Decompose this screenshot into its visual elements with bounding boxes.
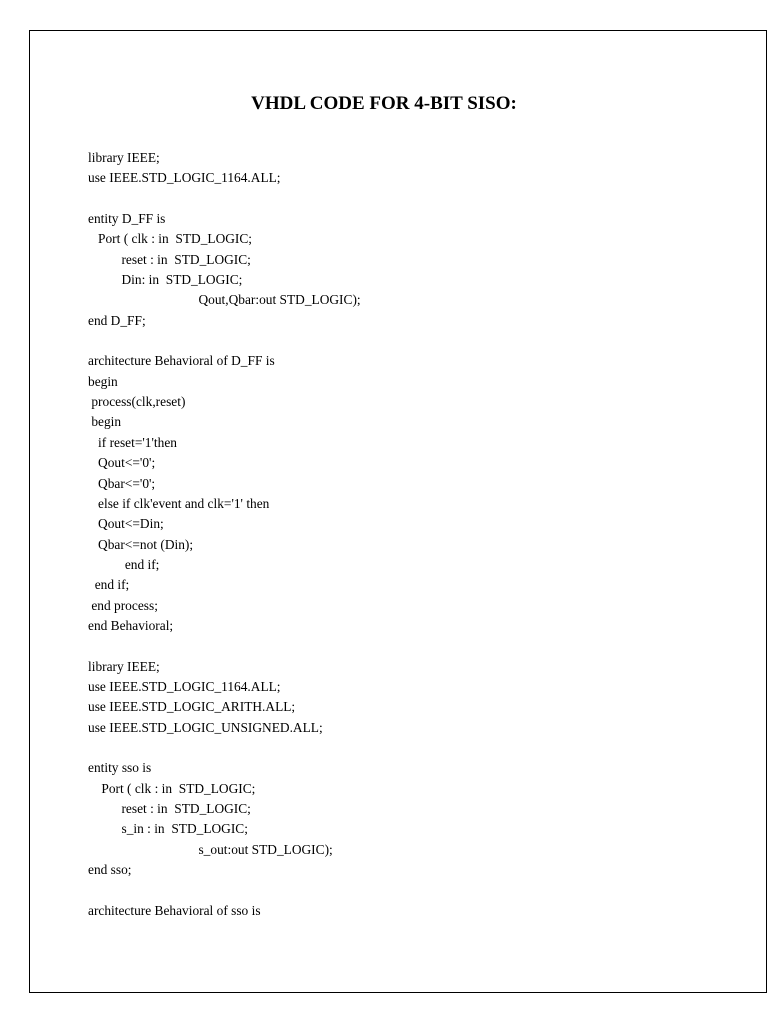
code-line (88, 880, 361, 900)
code-line: use IEEE.STD_LOGIC_1164.ALL; (88, 170, 281, 186)
code-line: if reset='1'then (88, 434, 177, 450)
code-line: use IEEE.STD_LOGIC_ARITH.ALL; (88, 699, 296, 715)
code-line: s_out:out STD_LOGIC); (88, 841, 333, 857)
code-line: end D_FF; (88, 312, 146, 328)
code-line: end process; (88, 597, 158, 613)
code-line: end if; (88, 556, 160, 572)
code-line: begin (88, 414, 122, 430)
code-line: reset : in STD_LOGIC; (88, 801, 251, 816)
code-line: entity D_FF is (88, 211, 166, 227)
code-line: reset : in STD_LOGIC; (88, 251, 251, 267)
code-line: Qbar<='0'; (88, 475, 156, 491)
code-line: Port ( clk : in STD_LOGIC; (88, 231, 253, 247)
code-line: end if; (88, 577, 130, 593)
code-line: architecture Behavioral of D_FF is (88, 353, 275, 369)
code-line: Qout,Qbar:out STD_LOGIC); (88, 292, 361, 308)
code-line: use IEEE.STD_LOGIC_UNSIGNED.ALL; (88, 719, 323, 735)
document-title: VHDL CODE FOR 4-BIT SISO: (251, 93, 517, 114)
code-line: begin (88, 373, 118, 389)
code-line: end sso; (88, 862, 132, 878)
code-line: Qout<='0'; (88, 455, 156, 471)
code-line: entity sso is (88, 760, 152, 776)
code-line: process(clk,reset) (88, 394, 186, 410)
code-line (88, 738, 361, 758)
code-line: Qout<=Din; (88, 516, 164, 532)
code-line: architecture Behavioral of sso is (88, 902, 261, 918)
code-line: Qbar<=not (Din); (88, 536, 194, 552)
code-line: library IEEE; (88, 658, 160, 674)
code-line: s_in : in STD_LOGIC; (88, 821, 248, 837)
code-line: use IEEE.STD_LOGIC_1164.ALL; (88, 678, 281, 694)
code-block (88, 148, 361, 921)
code-line: Port ( clk : in STD_LOGIC; (88, 780, 256, 796)
code-line (88, 636, 361, 656)
code-line: library IEEE; (88, 150, 160, 165)
code-line: else if clk'event and clk='1' then (88, 495, 270, 511)
code-line: Din: in STD_LOGIC; (88, 272, 243, 288)
code-line (88, 189, 361, 209)
code-line (88, 331, 361, 351)
code-line: end Behavioral; (88, 617, 174, 633)
